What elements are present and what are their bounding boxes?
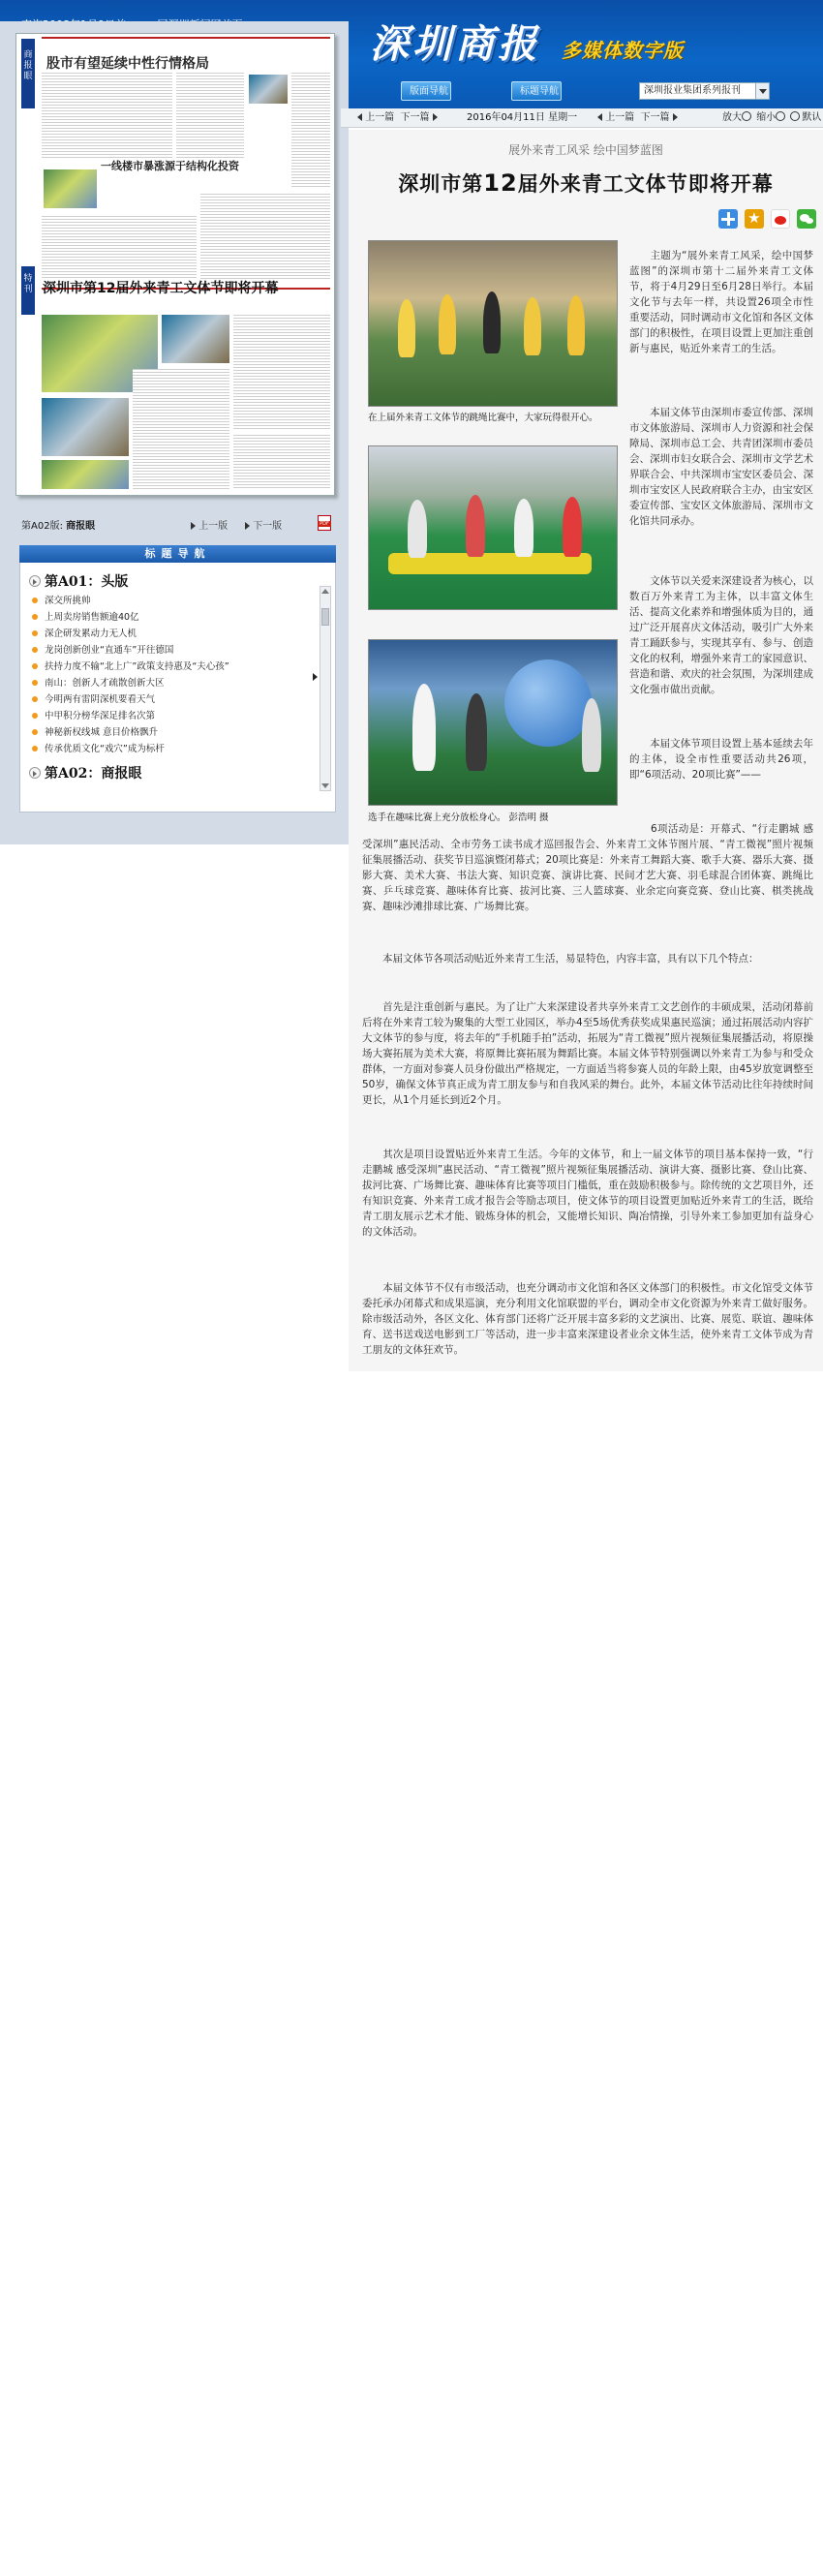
thumbnail-text-block: [133, 369, 229, 489]
prev-edition-label: 上一版: [198, 521, 229, 532]
zoom-default-button[interactable]: [790, 112, 821, 123]
edition-nav-button[interactable]: 版面导航: [401, 81, 451, 101]
zoom-out-button[interactable]: [756, 112, 787, 123]
zoom-out-icon: [776, 111, 785, 121]
article-photo-relay-race: [368, 445, 618, 610]
nav-article-link[interactable]: 中甲积分榜华深足排名次第: [29, 708, 320, 724]
thumbnail-photo: [42, 460, 129, 489]
weibo-icon[interactable]: [771, 209, 790, 229]
headline-text-start: 深圳市第: [398, 171, 484, 196]
prev-article-link[interactable]: [594, 112, 634, 123]
edition-name: 商报眼: [66, 521, 96, 532]
next-page-label: 下一篇: [400, 112, 430, 123]
thumbnail-headline: 股市有望延续中性行情格局: [46, 56, 209, 72]
logo-subtitle: 多媒体数字版: [562, 39, 684, 62]
nav-article-link[interactable]: 南山：创新人才疏散创新大区: [29, 675, 320, 691]
zoom-in-button[interactable]: [722, 112, 753, 123]
section-arrow-icon: [29, 767, 41, 779]
figure-shape: [582, 698, 601, 772]
figure-shape: [466, 693, 487, 771]
title-nav-button[interactable]: 标题导航: [511, 81, 562, 101]
thumbnail-tag-top: 商报眼: [21, 39, 35, 108]
section-heading-a02[interactable]: [29, 763, 320, 784]
nav-article-link[interactable]: 上周卖房销售额逾40亿: [29, 609, 320, 626]
thumbnail-text-block: [233, 435, 330, 489]
prev-edition-link[interactable]: [188, 517, 228, 532]
paragraph-text: 主题为“展外来青工风采，绘中国梦蓝图”的深圳市第十二届外来青工文体节，将于4月29日至6月28日举行。本届文化节与去年一样，共设置26项全市性重要活动，同时调动市文化馆和各区文体部门的积极性，在项目设置上更加注重创新与惠民，贴近外来青工的生活。: [629, 250, 813, 354]
zoom-default-icon: [790, 111, 800, 121]
thumbnail-headline: 一线楼市暴涨源于结构化投资: [101, 160, 239, 172]
paragraph-text: 6项活动是：开幕式、“行走鹏城 感受深圳”惠民活动、全市劳务工读书成才巡回报告会、外来青工文体节图片展、“青工微视”照片视频征集展播活动、获奖节目巡演暨闭幕式；20项比赛是：外来青工舞蹈大赛、歌手大赛、器乐大赛、摄影大赛、美术大赛、书法大赛、知识竞赛、演讲比赛、民间才艺大赛、羽毛球混合团体赛、跳绳比赛、乒乓球竞赛、趣味体育比赛、拔河比赛、三人篮球赛、业余定向赛竞赛、登山比赛、棋类挑战赛、趣味沙滩排球比赛、广场舞比赛。: [362, 823, 813, 912]
figure-shape: [514, 499, 533, 557]
thumbnail-photo: [249, 75, 288, 104]
article-headline: [349, 169, 823, 198]
nav-article-link[interactable]: 扶持力度不输“北上广”政策支持惠及“夫心孩”: [29, 659, 320, 675]
edition-pager: [354, 108, 438, 128]
next-page-link[interactable]: [401, 112, 438, 123]
article-paragraph: [629, 736, 813, 782]
nav-article-link[interactable]: 今明两有雷阴深机要看天气: [29, 691, 320, 708]
zoom-in-label: 放大: [722, 112, 742, 123]
section-arrow-icon: [29, 575, 41, 587]
next-edition-link[interactable]: [242, 517, 282, 532]
nav-article-link[interactable]: 龙岗创新创业“直通车”开往德国: [29, 642, 320, 659]
publication-group-select[interactable]: [639, 82, 770, 100]
chevron-down-icon: [755, 83, 769, 99]
prev-page-link[interactable]: [354, 112, 394, 123]
prev-article-label: 上一篇: [605, 112, 635, 123]
article-paragraph: [629, 405, 813, 529]
page-thumbnail[interactable]: [15, 33, 335, 496]
scroll-up-icon[interactable]: [321, 589, 329, 594]
thumbnail-photo: [44, 169, 97, 208]
thumbnail-text-block: [42, 73, 172, 160]
scroll-down-icon[interactable]: [321, 783, 329, 788]
nav-article-link[interactable]: 深企研发累动力无人机: [29, 626, 320, 642]
article-paragraph: [362, 821, 813, 914]
current-item-pointer-icon: [313, 673, 318, 681]
wechat-icon[interactable]: [797, 209, 816, 229]
next-article-link[interactable]: [641, 112, 678, 123]
paragraph-text: 首先是注重创新与惠民。为了让广大来深建设者共享外来青工文艺创作的丰硕成果，活动闭幕前后将在外来青工较为聚集的大型工业园区，举办4至5场优秀获奖成果惠民巡演；通过拓展活动内容扩大文体节的参与度，将去年的“手机随手拍”活动，拓展为“青工微视”照片视频征集展播活动，将原操场大赛拓展为美术大赛，将原舞比赛拓展为舞蹈比赛。本届文体节特别强调以外来青工为参与和受众群体，一方面对参赛人员身份做出严格规定，一方面适当将参赛人员的年龄上限，由45岁放宽调整至50岁，确保文体节真正成为青工朋友参与和自我风采的舞台。此外，本届文体节活动比往年持续时间更长，从1个月延长到近2个月。: [362, 1001, 813, 1106]
article-photo-ball-game: [368, 639, 618, 806]
article-paragraph: [362, 1280, 813, 1358]
thumbnail-photo: [162, 315, 229, 363]
headline-text-end: 届外来青工文体节即将开幕: [517, 171, 774, 196]
nav-article-link[interactable]: 传承优质文化“戏穴”成为标杆: [29, 741, 320, 757]
figure-shape: [439, 294, 456, 354]
section-heading-label: 第A02：商报眼: [45, 766, 142, 782]
figure-shape: [567, 295, 585, 355]
share-bar: [716, 209, 816, 230]
thumbnail-text-block: [291, 73, 330, 189]
thumbnail-headline: 深圳市第12届外来青工文体节即将开幕: [43, 281, 279, 296]
paragraph-text: 文体节以关爱来深建设者为核心，以数百万外来青工为主体，以丰富文体生活、提高文化素养和增强体质为目的，通过广泛开展喜庆文体活动，吸引广大外来青工踊跃参与，实现其享有、参与、创造文化的权利，增强外来青工的家园意识、营造和谐、欢庆的社会氛围，为深圳建成文化强市做出贡献。: [629, 575, 813, 695]
thumbnail-text-block: [42, 216, 197, 279]
section-heading-a01[interactable]: [29, 571, 320, 593]
figure-shape: [412, 684, 436, 771]
thumbnail-section-tags: [21, 39, 35, 488]
figure-shape: [408, 500, 427, 558]
title-nav-heading: 标题导航: [19, 545, 336, 563]
article-paragraph: [362, 999, 813, 1108]
zoom-in-icon: [742, 111, 751, 121]
edition-bar: [21, 515, 341, 533]
newspaper-logo[interactable]: [370, 14, 540, 69]
article-kicker: 展外来青工风采 绘中国梦蓝图: [508, 143, 663, 157]
title-nav-list: [29, 571, 320, 784]
figure-shape: [524, 297, 541, 355]
zoom-default-label: 默认: [802, 112, 822, 123]
paragraph-text: 本届文体节由深圳市委宣传部、深圳市文体旅游局、深圳市人力资源和社会保障局、深圳市总工会、共青团深圳市委员会、深圳市妇女联合会、深圳市文学艺术界联合会、中共深圳市宝安区委员会、深圳市宝安区人民政府联合主办，由宝安区委宣传部、宝安区文体旅游局、深圳市文化馆共同承办。: [629, 407, 813, 527]
add-icon[interactable]: [718, 209, 738, 229]
favorite-star-icon[interactable]: [745, 209, 764, 229]
thumbnail-text-block: [233, 315, 330, 431]
article-toolbar: [341, 108, 823, 128]
scrollbar-thumb[interactable]: [321, 608, 329, 626]
next-article-label: 下一篇: [640, 112, 670, 123]
next-edition-label: 下一版: [253, 521, 283, 532]
nav-article-link[interactable]: 神秘新权线城 意目价格飘升: [29, 724, 320, 741]
article-paragraph: [362, 1147, 813, 1240]
figure-shape: [398, 299, 415, 357]
prev-page-label: 上一篇: [365, 112, 395, 123]
nav-article-link[interactable]: 深交所挑帅: [29, 593, 320, 609]
article-paragraph: [629, 573, 813, 697]
issue-date: 2016年04月11日 星期一: [467, 112, 578, 123]
paragraph-text: 其次是项目设置贴近外来青工生活。今年的文体节，和上一届文体节的项目基本保持一致，“行走鹏城 感受深圳”惠民活动、“青工微视”照片视频征集展播活动、演讲大赛、摄影比赛、登山比赛、拔河比赛、广场舞比赛、趣味体育比赛等项目门槛低，重在鼓励积极参与。除传统的文艺项目外，还有知识竞赛、外来青工成才报告会等励志项目，使文体节的项目设置更加贴近外来青工的生活，既给青工朋友展示艺术才能、锻炼身体的机会，又能增长知识、陶冶情操，引导外来工参加更加有益身心的文体活动。: [362, 1149, 813, 1238]
article-pager: [594, 108, 678, 128]
headline-number: 12: [483, 169, 518, 197]
section-heading-label: 第A01：头版: [45, 574, 129, 590]
title-nav-scrollbar[interactable]: [320, 586, 331, 791]
figure-shape: [563, 497, 582, 557]
article-photo-jump-rope: [368, 240, 618, 407]
thumbnail-tag-bottom: 特刊: [21, 266, 35, 315]
publication-group-value: 深圳报业集团系列报刊: [644, 85, 741, 96]
photo-caption: 选手在趣味比赛上充分放松身心。 彭浩明 摄: [368, 813, 549, 823]
big-ball-shape: [504, 659, 592, 747]
article-paragraph: [629, 248, 813, 356]
logo-text: 深圳商报: [370, 21, 540, 67]
paragraph-text: 本届文体节各项活动贴近外来青工生活，易显特色，内容丰富，具有以下几个特点：: [382, 953, 759, 965]
article-paragraph: [362, 951, 813, 966]
thumbnail-text-block: [176, 73, 244, 160]
paragraph-text: 本届文体节不仅有市级活动，也充分调动市文化馆和各区文体部门的积极性。市文化馆受文体节委托承办闭幕式和成果巡演，充分利用文化馆联盟的平台，调动全市文化资源为外来青工做好服务。除市级活动外，各区文化、体育部门还将广泛开展丰富多彩的文艺演出、比赛、展览、联谊、趣味体育、送书送戏送电影到工厂等活动，进一步丰富来深建设者业余文体生活，使外来青工文体节成为青工朋友的文体狂欢节。: [362, 1282, 813, 1356]
pdf-icon[interactable]: [318, 515, 331, 531]
photo-caption: 在上届外来青工文体节的跳绳比赛中，大家玩得很开心。: [368, 413, 598, 423]
zoom-out-label: 缩小: [756, 112, 777, 123]
thumbnail-text-block: [200, 194, 330, 279]
edition-number: 第A02版:: [21, 521, 63, 532]
zoom-controls: [722, 108, 821, 128]
edition-label: [21, 517, 95, 532]
figure-shape: [483, 291, 501, 353]
thumbnail-rule: [42, 37, 330, 39]
thumbnail-photo: [42, 398, 129, 456]
paragraph-text: 本届文体节项目设置上基本延续去年的主体，设全市性重要活动共26项，即“6项活动、20项比赛”——: [629, 738, 813, 781]
figure-shape: [466, 495, 485, 557]
